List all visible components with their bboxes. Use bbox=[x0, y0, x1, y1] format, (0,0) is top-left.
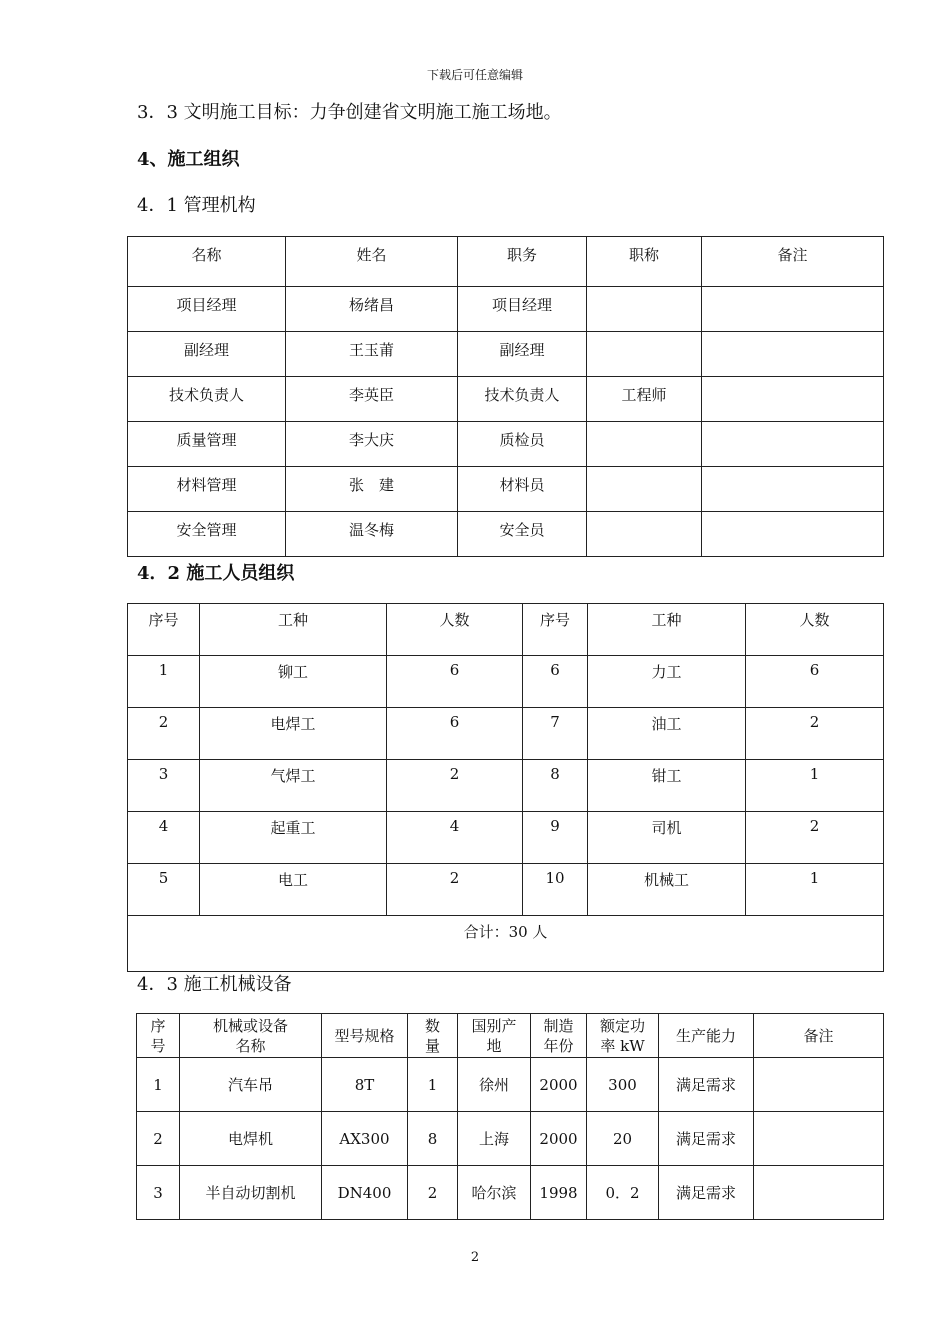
personnel-cell: 2 bbox=[746, 708, 884, 760]
equipment-cell: 满足需求 bbox=[659, 1112, 754, 1166]
management-cell: 安全管理 bbox=[128, 512, 286, 557]
personnel-cell: 电工 bbox=[200, 864, 387, 916]
personnel-cell: 4 bbox=[387, 812, 523, 864]
table-header-row bbox=[137, 1014, 884, 1058]
equipment-cell bbox=[754, 1058, 884, 1112]
management-cell: 项目经理 bbox=[458, 287, 587, 332]
equipment-cell: 20 bbox=[587, 1112, 659, 1166]
management-cell bbox=[587, 422, 702, 467]
management-cell: 副经理 bbox=[458, 332, 587, 377]
equipment-cell: 2000 bbox=[531, 1058, 587, 1112]
table-header-row bbox=[128, 237, 884, 287]
equipment-header-cell: 制造 年份 bbox=[531, 1014, 587, 1058]
equipment-cell: 满足需求 bbox=[659, 1166, 754, 1220]
management-cell: 安全员 bbox=[458, 512, 587, 557]
personnel-cell: 4 bbox=[128, 812, 200, 864]
section-4-1-heading: 4．1 管理机构 bbox=[137, 195, 256, 216]
personnel-cell: 力工 bbox=[588, 656, 746, 708]
management-cell bbox=[587, 512, 702, 557]
personnel-header-cell: 工种 bbox=[588, 604, 746, 656]
page-header: 下载后可任意编辑 bbox=[426, 68, 523, 82]
equipment-header-cell: 数 量 bbox=[408, 1014, 458, 1058]
table-row bbox=[128, 512, 884, 557]
management-cell: 质检员 bbox=[458, 422, 587, 467]
personnel-cell: 6 bbox=[387, 656, 523, 708]
equipment-cell: 300 bbox=[587, 1058, 659, 1112]
personnel-cell: 铆工 bbox=[200, 656, 387, 708]
personnel-cell: 机械工 bbox=[588, 864, 746, 916]
personnel-cell: 10 bbox=[523, 864, 588, 916]
equipment-cell: DN400 bbox=[322, 1166, 408, 1220]
table-row bbox=[128, 656, 884, 708]
equipment-cell: 上海 bbox=[458, 1112, 531, 1166]
equipment-cell: 徐州 bbox=[458, 1058, 531, 1112]
personnel-cell: 5 bbox=[128, 864, 200, 916]
personnel-cell: 9 bbox=[523, 812, 588, 864]
personnel-cell: 1 bbox=[746, 760, 884, 812]
management-cell bbox=[702, 287, 884, 332]
total-cell: 合计：30 人 bbox=[128, 916, 884, 972]
personnel-header-cell: 序号 bbox=[128, 604, 200, 656]
equipment-header-cell: 机械或设备 名称 bbox=[180, 1014, 322, 1058]
equipment-cell: 哈尔滨 bbox=[458, 1166, 531, 1220]
management-cell: 李英臣 bbox=[286, 377, 458, 422]
personnel-cell: 1 bbox=[128, 656, 200, 708]
management-cell: 温冬梅 bbox=[286, 512, 458, 557]
personnel-cell: 2 bbox=[746, 812, 884, 864]
personnel-cell: 7 bbox=[523, 708, 588, 760]
table-header-row bbox=[128, 604, 884, 656]
table-row bbox=[137, 1166, 884, 1220]
personnel-cell: 2 bbox=[387, 864, 523, 916]
equipment-cell: 0．2 bbox=[587, 1166, 659, 1220]
personnel-cell: 2 bbox=[128, 708, 200, 760]
table-row bbox=[128, 377, 884, 422]
table-row bbox=[128, 467, 884, 512]
personnel-cell: 2 bbox=[387, 760, 523, 812]
section-4-heading: 4、施工组织 bbox=[137, 149, 240, 170]
equipment-cell: 1 bbox=[137, 1058, 180, 1112]
management-cell: 技术负责人 bbox=[128, 377, 286, 422]
management-header-cell: 职务 bbox=[458, 237, 587, 287]
management-cell bbox=[587, 467, 702, 512]
equipment-cell: AX300 bbox=[322, 1112, 408, 1166]
equipment-header-cell: 生产能力 bbox=[659, 1014, 754, 1058]
management-header-cell: 备注 bbox=[702, 237, 884, 287]
equipment-cell: 1998 bbox=[531, 1166, 587, 1220]
management-header-cell: 姓名 bbox=[286, 237, 458, 287]
equipment-table bbox=[136, 1013, 884, 1220]
equipment-cell: 汽车吊 bbox=[180, 1058, 322, 1112]
management-cell: 工程师 bbox=[587, 377, 702, 422]
management-cell: 副经理 bbox=[128, 332, 286, 377]
management-cell bbox=[702, 377, 884, 422]
management-header-cell: 名称 bbox=[128, 237, 286, 287]
personnel-cell: 电焊工 bbox=[200, 708, 387, 760]
equipment-cell: 电焊机 bbox=[180, 1112, 322, 1166]
management-cell bbox=[702, 422, 884, 467]
total-row bbox=[128, 916, 884, 972]
personnel-header-cell: 工种 bbox=[200, 604, 387, 656]
personnel-header-cell: 人数 bbox=[746, 604, 884, 656]
equipment-cell bbox=[754, 1166, 884, 1220]
equipment-cell: 2 bbox=[137, 1112, 180, 1166]
management-cell: 王玉莆 bbox=[286, 332, 458, 377]
equipment-header-cell: 备注 bbox=[754, 1014, 884, 1058]
equipment-header-cell: 国别产 地 bbox=[458, 1014, 531, 1058]
personnel-cell: 气焊工 bbox=[200, 760, 387, 812]
management-cell bbox=[587, 287, 702, 332]
table-row bbox=[128, 332, 884, 377]
table-row bbox=[128, 812, 884, 864]
management-cell bbox=[587, 332, 702, 377]
personnel-table bbox=[127, 603, 884, 972]
equipment-cell: 8T bbox=[322, 1058, 408, 1112]
table-row bbox=[128, 760, 884, 812]
table-row bbox=[137, 1058, 884, 1112]
personnel-cell: 8 bbox=[523, 760, 588, 812]
equipment-cell bbox=[754, 1112, 884, 1166]
management-cell: 杨绪昌 bbox=[286, 287, 458, 332]
equipment-cell: 8 bbox=[408, 1112, 458, 1166]
management-cell: 项目经理 bbox=[128, 287, 286, 332]
management-cell bbox=[702, 467, 884, 512]
management-cell bbox=[702, 512, 884, 557]
personnel-cell: 6 bbox=[746, 656, 884, 708]
section-3-3-paragraph: 3．3 文明施工目标：力争创建省文明施工施工场地。 bbox=[137, 102, 562, 123]
management-cell: 技术负责人 bbox=[458, 377, 587, 422]
management-cell: 李大庆 bbox=[286, 422, 458, 467]
table-row bbox=[137, 1112, 884, 1166]
equipment-header-cell: 型号规格 bbox=[322, 1014, 408, 1058]
equipment-header-cell: 序 号 bbox=[137, 1014, 180, 1058]
page-number: 2 bbox=[470, 1250, 480, 1265]
management-cell: 质量管理 bbox=[128, 422, 286, 467]
management-table bbox=[127, 236, 884, 557]
table-row bbox=[128, 287, 884, 332]
management-cell: 材料员 bbox=[458, 467, 587, 512]
equipment-cell: 2 bbox=[408, 1166, 458, 1220]
equipment-cell: 半自动切割机 bbox=[180, 1166, 322, 1220]
equipment-cell: 满足需求 bbox=[659, 1058, 754, 1112]
equipment-cell: 1 bbox=[408, 1058, 458, 1112]
section-4-2-heading: 4．2 施工人员组织 bbox=[137, 563, 295, 584]
management-cell: 张 建 bbox=[286, 467, 458, 512]
section-4-3-heading: 4．3 施工机械设备 bbox=[137, 974, 292, 995]
personnel-header-cell: 序号 bbox=[523, 604, 588, 656]
management-header-cell: 职称 bbox=[587, 237, 702, 287]
equipment-cell: 3 bbox=[137, 1166, 180, 1220]
personnel-cell: 6 bbox=[523, 656, 588, 708]
management-cell bbox=[702, 332, 884, 377]
personnel-cell: 钳工 bbox=[588, 760, 746, 812]
personnel-cell: 3 bbox=[128, 760, 200, 812]
table-row bbox=[128, 422, 884, 467]
table-row bbox=[128, 864, 884, 916]
personnel-cell: 司机 bbox=[588, 812, 746, 864]
personnel-cell: 6 bbox=[387, 708, 523, 760]
management-cell: 材料管理 bbox=[128, 467, 286, 512]
equipment-cell: 2000 bbox=[531, 1112, 587, 1166]
table-row bbox=[128, 708, 884, 760]
personnel-cell: 油工 bbox=[588, 708, 746, 760]
personnel-cell: 起重工 bbox=[200, 812, 387, 864]
equipment-header-cell: 额定功 率 kW bbox=[587, 1014, 659, 1058]
personnel-header-cell: 人数 bbox=[387, 604, 523, 656]
personnel-cell: 1 bbox=[746, 864, 884, 916]
